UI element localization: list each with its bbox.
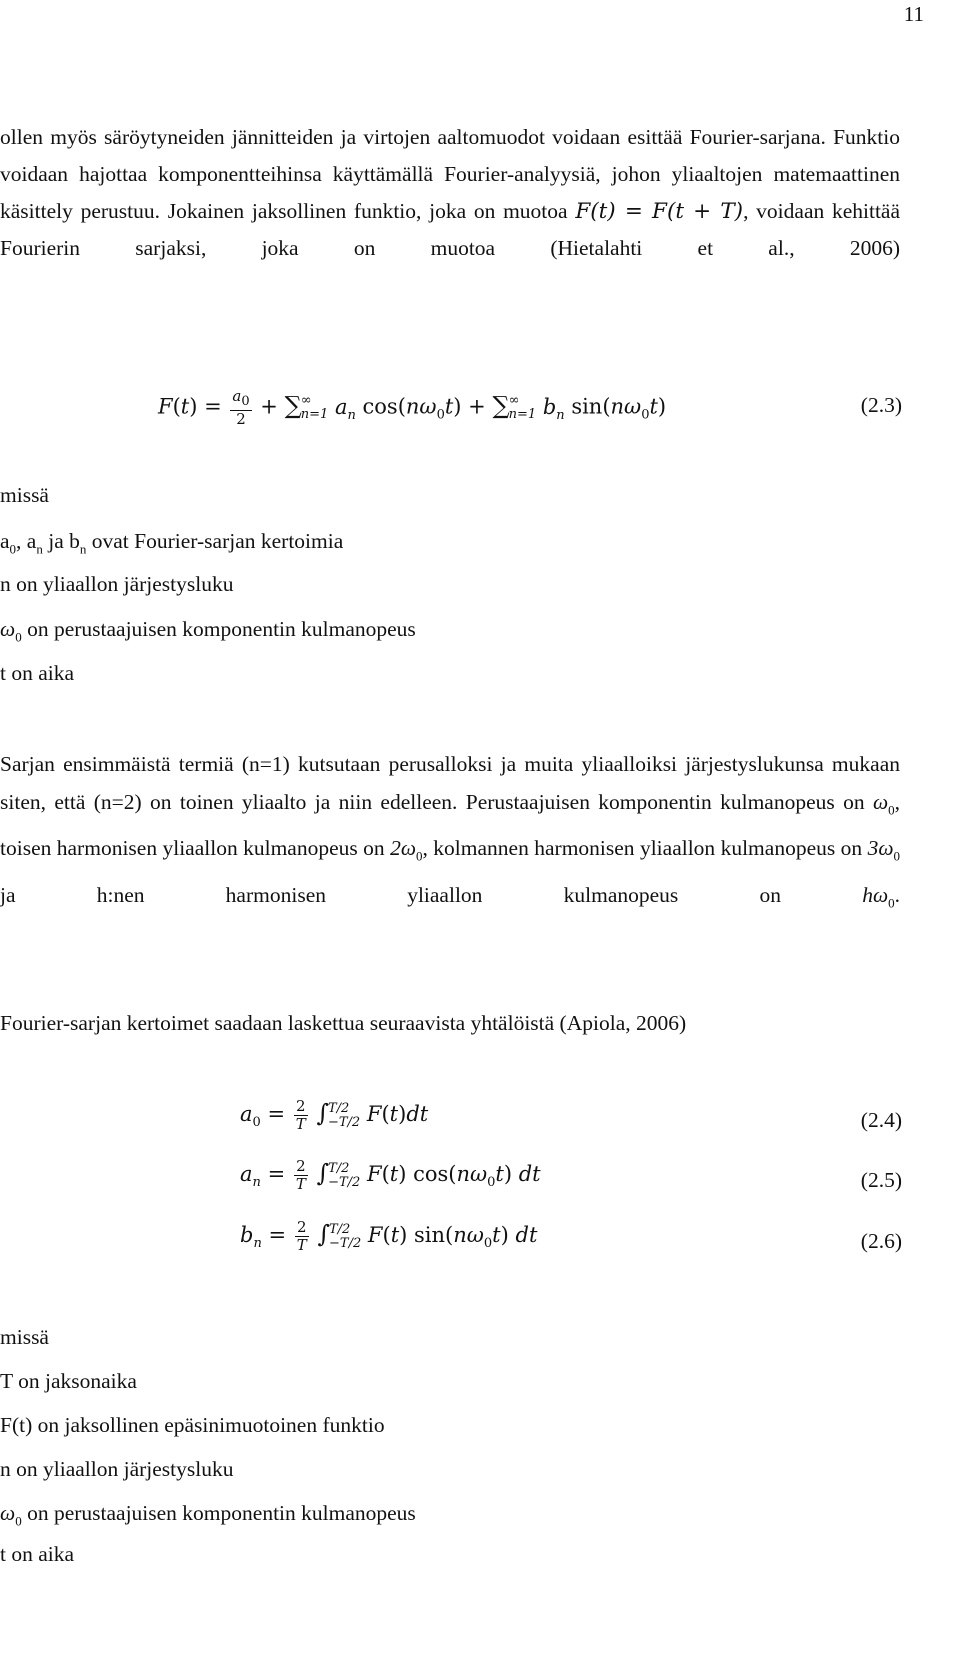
def-function: F(t) on jaksollinen epäsinimuotoinen funktio: [0, 1413, 385, 1437]
def-time: t on aika: [0, 661, 75, 685]
def-harmonic-order: n on yliaallon järjestysluku: [0, 572, 234, 596]
def-harmonic-order: n on yliaallon järjestysluku: [0, 1457, 234, 1481]
where-heading: missä: [0, 483, 49, 507]
def-coefficients: $a_0$, $a_n$ ja $b_n$ ovat Fourier-sarjan kertoimia: [0, 529, 344, 557]
equation-bn: $b_n$ = $\frac{2}{T}$ ∫ T/2 −T/2 F(t) $\sin(n\omega_0t)$ dt: [240, 1218, 538, 1254]
intro-paragraph: [0, 119, 900, 304]
equation-label: (2.3): [860, 393, 902, 417]
intro-text-tail: , voidaan kehittää Fourierin sarjaksi, joka on muotoa (Hietalahti et al., 2006): [0, 199, 901, 260]
def-time: t on aika: [0, 1542, 75, 1566]
coefficients-intro: Fourier-sarjan kertoimet saadaan laskettua seuraavista yhtälöistä (Apiola, 2006): [0, 1011, 687, 1035]
equation-a0: $a_0$ = $\frac{2}{T}$ ∫ T/2 −T/2 F(t)dt: [240, 1097, 429, 1133]
equation-label: (2.4): [860, 1108, 902, 1132]
def-period: T on jaksonaika: [0, 1369, 137, 1393]
def-angular-velocity: $\omega_0$ on perustaajuisen komponentin kulmanopeus: [0, 1501, 416, 1529]
equation-an: $a_n$ = $\frac{2}{T}$ ∫ T/2 −T/2 F(t) $\cos(n\omega_0t)$ dt: [240, 1157, 541, 1193]
equation-fourier-series: F(t) = $\frac{a_0}{2}$ + ∑ ∞ n=1 $a_n$ $\cos(n\omega_0t)$ + ∑ ∞ n=1 $b_n$ $\sin(n\omega_0t)$: [158, 387, 667, 428]
def-angular-velocity: $\omega_0$ on perustaajuisen komponentin kulmanopeus: [0, 617, 416, 645]
where-heading: missä: [0, 1325, 49, 1349]
harmonics-paragraph: Sarjan ensimmäistä termiä (n=1) kutsutaan perusalloksi ja muita yliaalloiksi järjestyslukunsa mukaan siten, että (n=2) on toinen yliaalto ja niin edelleen. Perustaajuisen komponentin kulmanopeus on $\omega_0$, toisen harmonisen yliaallon kulmanopeus on $2\omega_0$, kolmannen harmonisen yliaallon kulmanopeus on $3\omega_0$ ja h:nen harmonisen yliaallon kulmanopeus on $h\omega_0$.: [0, 752, 900, 910]
periodic-condition: F(t) = F(t + T): [575, 199, 744, 224]
page-number: 11: [903, 2, 924, 26]
equation-label: (2.5): [860, 1168, 902, 1192]
intro-text: ollen myös säröytyneiden jännitteiden ja virtojen aaltomuodot voidaan esittää Fourier-sarjana. Funktio voidaan hajottaa komponentteihinsa käyttämällä Fourier-analyysiä, johon yliaaltojen matemaattinen käsittely perustuu. Jokainen jaksollinen funktio, joka on muotoa: [0, 125, 900, 223]
equation-label: (2.6): [860, 1229, 902, 1253]
